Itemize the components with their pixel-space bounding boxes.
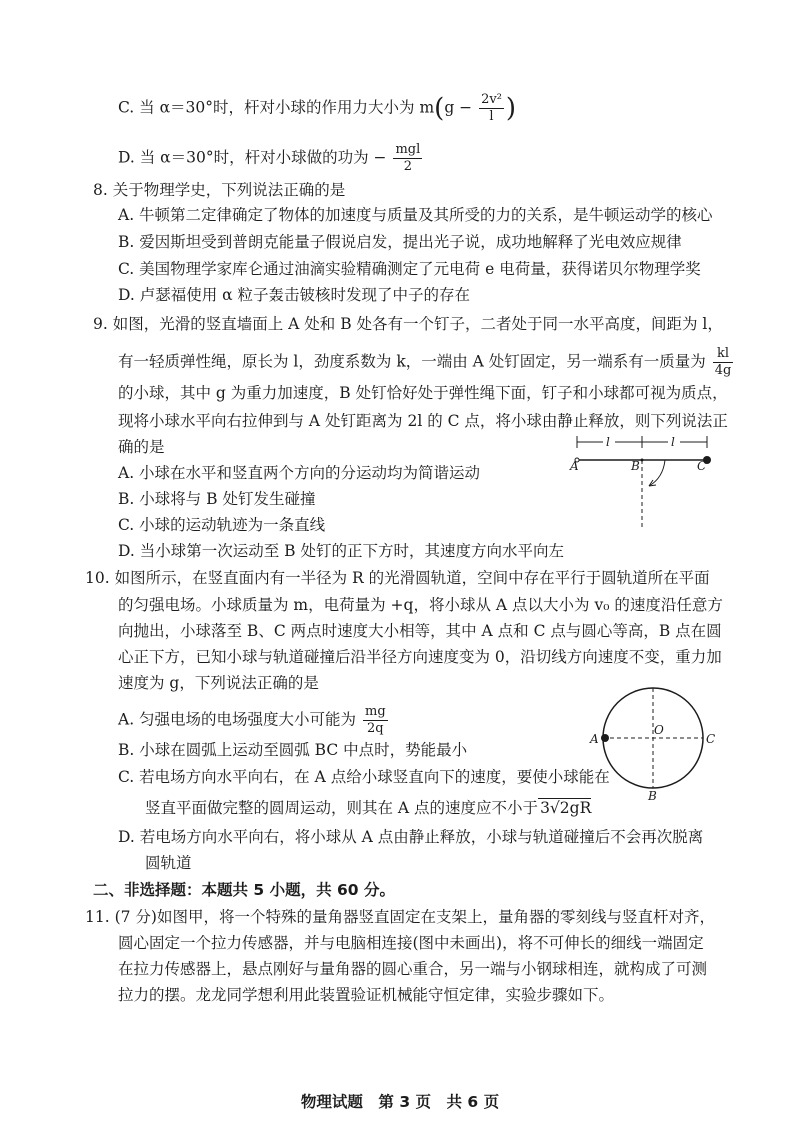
label-a: A bbox=[570, 459, 579, 473]
page-footer: 物理试题 第 3 页 共 6 页 bbox=[300, 1093, 500, 1111]
q9-figure bbox=[565, 428, 715, 533]
q9-stem-line5: 确的是 bbox=[118, 438, 165, 456]
q7-option-d-fraction bbox=[393, 142, 422, 175]
q10-option-c-line2 bbox=[145, 796, 591, 820]
q10-option-c-line2-text: 竖直平面做完整的圆周运动，则其在 A 点的速度应不小于 bbox=[145, 799, 539, 817]
label-b: B bbox=[631, 459, 640, 473]
q9-stem-line3: 的小球，其中 g 为重力加速度，B 处钉恰好处于弹性绳下面，钉子和小球都可视为质点， bbox=[118, 384, 728, 402]
q10-figure bbox=[588, 678, 720, 802]
label-b: B bbox=[648, 789, 657, 802]
q9-stem-line2 bbox=[118, 346, 735, 379]
q8-option-b: B. 爱因斯坦受到普朗克能量子假说启发，提出光子说，成功地解释了光电效应规律 bbox=[118, 233, 682, 251]
q7-option-d-prefix: D. 当 α＝30°时，杆对小球做的功为 − bbox=[118, 148, 387, 167]
fraction-denominator: l bbox=[489, 109, 494, 124]
section-heading: 二、非选择题：本题共 5 小题，共 60 分。 bbox=[93, 881, 395, 899]
q11-line1: 11. (7 分)如图甲，将一个特殊的量角器竖直固定在支架上，量角器的零刻线与竖直杆对齐， bbox=[85, 908, 715, 926]
dimension-label-l1: l bbox=[606, 435, 610, 449]
dimension-label-l2: l bbox=[671, 435, 675, 449]
q11-line3: 在拉力传感器上，悬点刚好与量角器的圆心重合，另一端与小钢球相连，就构成了可测 bbox=[118, 960, 708, 978]
fraction-numerator: 2v² bbox=[481, 92, 502, 107]
q10-stem-line4: 心正下方，已知小球与轨道碰撞后沿半径方向速度变为 0，沿切线方向速度不变，重力加 bbox=[118, 648, 722, 666]
ball-at-a bbox=[601, 734, 609, 742]
q10-stem-line2: 的匀强电场。小球质量为 m，电荷量为 +q，将小球从 A 点以大小为 v₀ 的速度沿任意方 bbox=[118, 596, 723, 614]
q10-stem-line1: 10. 如图所示，在竖直面内有一半径为 R 的光滑圆轨道，空间中存在平行于圆轨道所在平面 bbox=[85, 569, 710, 587]
q7-option-c-g: g − bbox=[444, 98, 473, 117]
q8-option-a: A. 牛顿第二定律确定了物体的加速度与质量及其所受的力的关系，是牛顿运动学的核心 bbox=[118, 206, 713, 224]
fraction-numerator: mgl bbox=[395, 142, 421, 157]
arc-arrow-head bbox=[649, 480, 656, 486]
q8-option-d: D. 卢瑟福使用 α 粒子轰击铍核时发现了中子的存在 bbox=[118, 286, 471, 304]
q8-option-c: C. 美国物理学家库仑通过油滴实验精确测定了元电荷 e 电荷量，获得诺贝尔物理学奖 bbox=[118, 260, 701, 278]
label-c: C bbox=[697, 459, 707, 473]
q10-option-a-fraction bbox=[363, 704, 388, 737]
q10-stem-line3: 向抛出，小球落至 B、C 两点时速度大小相等，其中 A 点和 C 点与圆心等高，B 点在圆 bbox=[118, 622, 722, 640]
q10-option-a bbox=[118, 704, 390, 737]
q10-option-d-line2: 圆轨道 bbox=[145, 854, 192, 872]
q7-option-c-fraction bbox=[479, 92, 504, 125]
q9-stem-line1: 9. 如图，光滑的竖直墙面上 A 处和 B 处各有一个钉子，二者处于同一水平高度，间距为 l， bbox=[93, 315, 723, 333]
q9-option-b: B. 小球将与 B 处钉发生碰撞 bbox=[118, 490, 316, 508]
q11-line2: 圆心固定一个拉力传感器，并与电脑相连接(图中未画出)，将不可伸长的细线一端固定 bbox=[118, 934, 704, 952]
q10-option-a-text: A. 匀强电场的电场强度大小可能为 bbox=[118, 710, 357, 729]
label-a: A bbox=[590, 732, 599, 746]
q11-line4: 拉力的摆。龙龙同学想利用此装置验证机械能守恒定律，实验步骤如下。 bbox=[118, 986, 615, 1004]
q7-option-c-prefix: C. 当 α＝30°时，杆对小球的作用力大小为 m bbox=[118, 98, 435, 117]
paren-open: ( bbox=[434, 93, 445, 124]
q9-mass-fraction bbox=[713, 346, 734, 379]
q10-option-c-line1: C. 若电场方向水平向右，在 A 点给小球竖直向下的速度，要使小球能在 bbox=[118, 768, 610, 786]
q10-option-d-line1: D. 若电场方向水平向右，将小球从 A 点由静止释放，小球与轨道碰撞后不会再次脱离 bbox=[118, 828, 704, 846]
fraction-denominator: 2q bbox=[367, 721, 384, 736]
q9-option-a: A. 小球在水平和竖直两个方向的分运动均为简谐运动 bbox=[118, 464, 481, 482]
paren-close: ) bbox=[505, 93, 517, 124]
q7-option-c bbox=[118, 92, 516, 125]
q9-option-c: C. 小球的运动轨迹为一条直线 bbox=[118, 516, 326, 534]
fraction-denominator: 2 bbox=[403, 159, 412, 174]
q8-stem: 8. 关于物理学史，下列说法正确的是 bbox=[93, 181, 346, 199]
q9-stem-line4: 现将小球水平向右拉伸到与 A 处钉距离为 2l 的 C 点，将小球由静止释放，则下列说法正 bbox=[118, 412, 728, 430]
q10-option-b: B. 小球在圆弧上运动至圆弧 BC 中点时，势能最小 bbox=[118, 741, 468, 759]
label-c: C bbox=[706, 732, 716, 746]
q9-option-d: D. 当小球第一次运动至 B 处钉的正下方时，其速度方向水平向左 bbox=[118, 542, 564, 560]
fraction-numerator: kl bbox=[713, 346, 734, 363]
q7-option-d bbox=[118, 142, 424, 175]
q9-stem-line2-text: 有一轻质弹性绳，原长为 l，劲度系数为 k，一端由 A 处钉固定，另一端系有一质量为 bbox=[118, 352, 706, 371]
fraction-numerator: mg bbox=[365, 704, 386, 719]
sqrt-expression: 3√2gR bbox=[540, 799, 592, 817]
fraction-denominator: 4g bbox=[714, 363, 732, 378]
label-o: O bbox=[654, 723, 664, 737]
q10-stem-line5: 速度为 g，下列说法正确的是 bbox=[118, 674, 319, 692]
